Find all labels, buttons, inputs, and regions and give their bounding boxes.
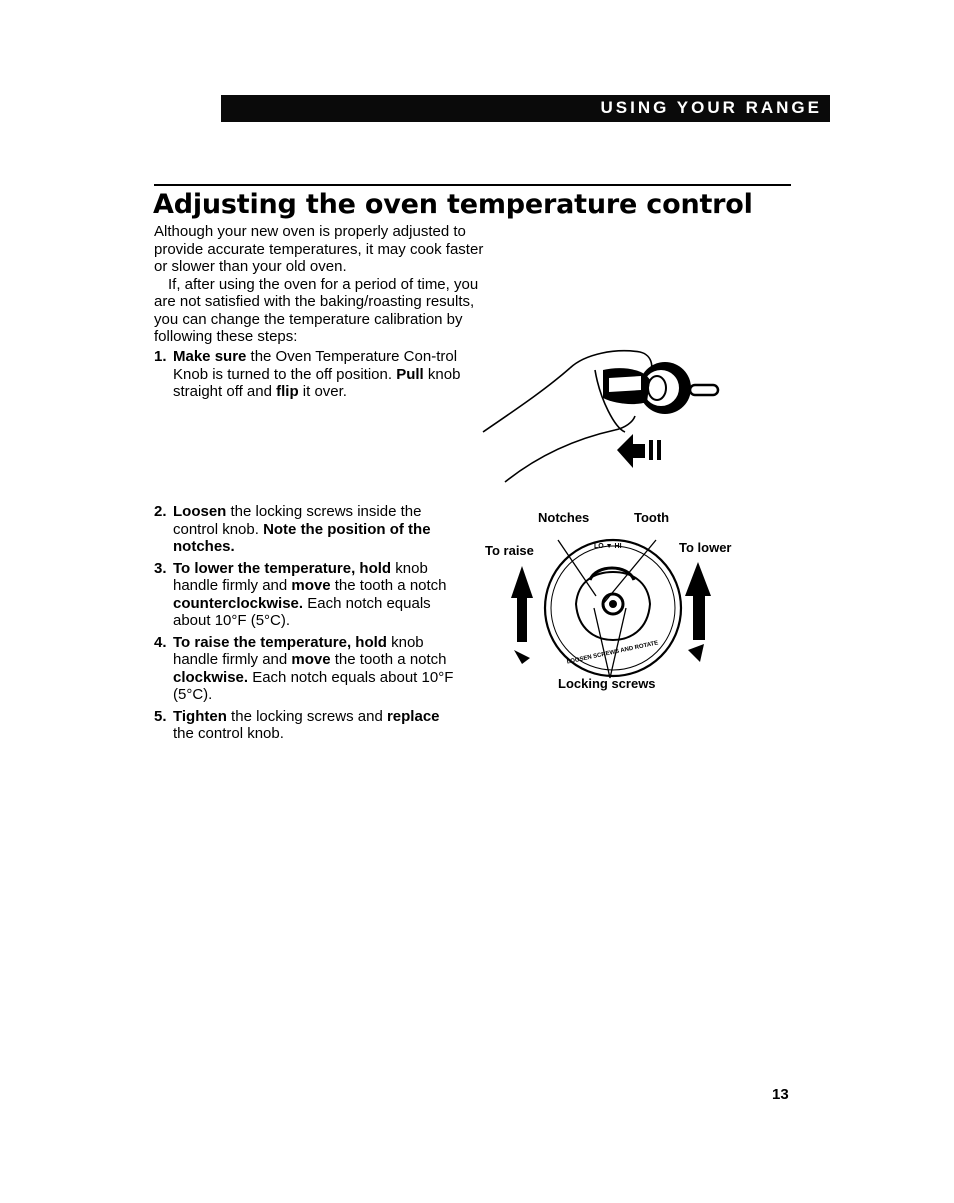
knob-top-marking: LO ▼ HI xyxy=(594,543,622,550)
step-text: knob handle firmly and xyxy=(173,633,424,668)
step-bold: clockwise. xyxy=(173,668,249,686)
step-bold: counterclockwise. xyxy=(173,594,304,612)
step-bold: flip xyxy=(276,383,299,400)
knob-ring-marking: LOOSEN SCREWS AND ROTATE xyxy=(566,640,659,666)
intro-text xyxy=(154,223,484,346)
intro-paragraph-1: Although your new oven is properly adjusted to provide accurate temperatures, it may cook faster or slower than your old oven. xyxy=(154,223,484,275)
step-bold: Pull xyxy=(396,365,424,383)
step-bold: Tighten xyxy=(173,707,227,725)
knob-calibration-diagram xyxy=(478,500,748,700)
step-text: it over. xyxy=(298,383,347,400)
step-1 xyxy=(154,348,464,401)
step-bold: Loosen xyxy=(173,503,227,520)
section-header-bar xyxy=(221,95,830,122)
step-text: the locking screws and xyxy=(226,707,387,725)
tooth-label: Tooth xyxy=(634,510,670,525)
step-bold: move xyxy=(291,651,331,668)
step-text: the tooth a notch xyxy=(330,577,447,594)
step-bold: Make sure xyxy=(173,348,247,365)
step-text: knob handle firmly and xyxy=(173,559,428,594)
page-number: 13 xyxy=(772,1086,789,1103)
to-lower-label: To lower xyxy=(679,540,732,555)
to-raise-label: To raise xyxy=(485,543,534,558)
notches-label: Notches xyxy=(538,510,590,525)
step-list-bottom xyxy=(154,503,464,747)
step-text: Each notch equals about 10°F (5°C). xyxy=(173,668,454,703)
step-number: 1. xyxy=(154,348,167,365)
locking-screws-label: Locking screws xyxy=(558,676,656,691)
step-number: 5. xyxy=(154,707,167,725)
step-2 xyxy=(154,503,464,556)
step-text: the locking screws inside the control knob. xyxy=(173,503,422,538)
step-list-top xyxy=(154,348,464,401)
knob-back-drawing xyxy=(478,500,748,700)
step-text: knob straight off and xyxy=(173,365,461,400)
step-bold: Note the position of the notches. xyxy=(173,520,431,555)
step-number: 4. xyxy=(154,633,167,651)
step-4 xyxy=(154,634,464,704)
step-bold: move xyxy=(291,577,331,594)
step-text: the control knob. xyxy=(173,725,284,742)
step-number: 3. xyxy=(154,559,167,577)
hand-pulling-knob-illustration xyxy=(475,340,735,490)
section-header-label: USING YOUR RANGE xyxy=(600,98,822,117)
step-text: the tooth a notch xyxy=(330,651,447,668)
step-5 xyxy=(154,708,464,743)
step-text: Each notch equals about 10°F (5°C). xyxy=(173,594,431,629)
step-bold: replace xyxy=(386,707,440,725)
intro-paragraph-2: If, after using the oven for a period of time, you are not satisfied with the baking/roasting results, you can change the temperature calibration by following these steps: xyxy=(154,275,479,345)
step-bold: To lower the temperature, hold xyxy=(173,559,392,577)
step-number: 2. xyxy=(154,503,167,520)
title-rule xyxy=(154,184,791,186)
step-3 xyxy=(154,560,464,630)
step-bold: To raise the temperature, hold xyxy=(173,633,387,651)
page-title: Adjusting the oven temperature control xyxy=(153,189,753,220)
step-text: the Oven Temperature Con-trol Knob is turned to the off position. xyxy=(173,348,458,383)
